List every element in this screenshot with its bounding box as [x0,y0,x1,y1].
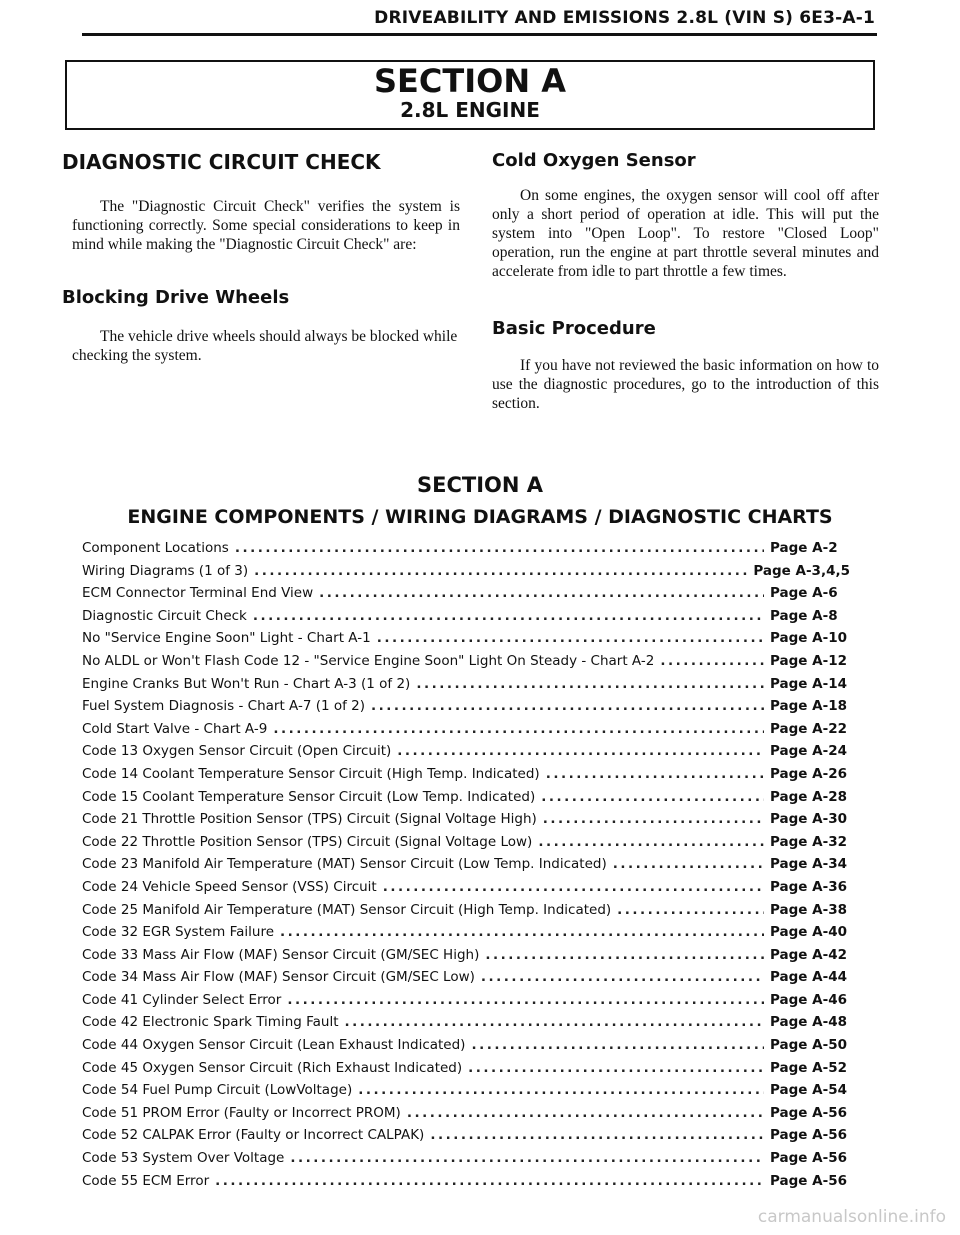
watermark-text: carmanualsonline.info [757,1207,946,1227]
toc-entry-page: Page A-38 [770,901,847,918]
toc-dot-leader [345,1014,764,1030]
toc-row [82,1150,850,1173]
toc-dot-leader [485,947,764,963]
toc-entry-page: Page A-56 [770,1104,847,1121]
toc-row [82,789,850,812]
toc-row [82,1014,850,1037]
toc-entry-page: Page A-44 [770,969,847,986]
diagnostic-circuit-check-heading: DIAGNOSTIC CIRCUIT CHECK [62,150,381,174]
toc-entry-page: Page A-6 [770,585,838,602]
toc-dot-leader [481,969,764,985]
basic-procedure-text: If you have not reviewed the basic information on how to use the diagnostic procedures, go to the introduction of this section. [492,357,879,412]
toc-entry-label: Cold Start Valve - Chart A-9 [82,720,268,737]
toc-entry-page: Page A-10 [770,630,847,647]
toc-entry-page: Page A-56 [770,1172,847,1189]
toc-dot-leader [546,766,764,782]
toc-entry-page: Page A-12 [770,652,847,669]
toc-entry-label: Engine Cranks But Won't Run - Chart A-3 (1 of 2) [82,675,411,692]
toc-dot-leader [273,721,764,737]
toc-dot-leader [383,879,764,895]
toc-dot-leader [235,540,764,556]
toc-dot-leader [468,1060,764,1076]
toc-row [82,811,850,834]
toc-entry-page: Page A-24 [770,743,847,760]
toc-row [82,676,850,699]
toc-entry-page: Page A-46 [770,991,847,1008]
toc-entry-page: Page A-40 [770,924,847,941]
toc-dot-leader [617,902,764,918]
toc-entry-page: Page A-34 [770,856,847,873]
toc-entry-label: Code 21 Throttle Position Sensor (TPS) Circuit (Signal Voltage High) [82,811,537,828]
toc-row [82,1060,850,1083]
toc-dot-leader [253,608,764,624]
toc-row [82,698,850,721]
toc-dot-leader [407,1105,764,1121]
toc-entry-label: Code 41 Cylinder Select Error [82,991,282,1008]
toc-entry-label: Fuel System Diagnosis - Chart A-7 (1 of 2) [82,698,366,715]
toc-dot-leader [377,630,764,646]
toc-row [82,743,850,766]
toc-row [82,540,850,563]
toc-entry-label: Diagnostic Circuit Check [82,607,247,624]
cold-oxygen-sensor-text: On some engines, the oxygen sensor will cool off after only a short period of operation at idle. This will put the system into "Open Loop". To restore "Closed Loop" operation, run the engine at part throttle several minutes and accelerate from idle to part throttle a few times. [492,187,879,280]
toc-entry-label: Code 13 Oxygen Sensor Circuit (Open Circuit) [82,743,392,760]
section-a-title: SECTION A [416,473,543,497]
toc-entry-label: Code 32 EGR System Failure [82,924,275,941]
section-a-subtitle: ENGINE COMPONENTS / WIRING DIAGRAMS / DIAGNOSTIC CHARTS [127,506,833,528]
toc-dot-leader [541,789,764,805]
toc-dot-leader [538,834,764,850]
toc-entry-label: Wiring Diagrams (1 of 3) [82,562,249,579]
toc-entry-page: Page A-14 [770,675,847,692]
toc-row [82,834,850,857]
toc-entry-label: Code 55 ECM Error [82,1172,210,1189]
cold-oxygen-sensor-heading: Cold Oxygen Sensor [492,150,696,171]
toc-entry-label: Code 33 Mass Air Flow (MAF) Sensor Circuit (GM/SEC High) [82,946,480,963]
toc-entry-label: Code 53 System Over Voltage [82,1150,285,1167]
toc-entry-label: Code 54 Fuel Pump Circuit (LowVoltage) [82,1082,353,1099]
header-rule [82,33,877,36]
toc-dot-leader [215,1173,764,1189]
toc-entry-label: Code 22 Throttle Position Sensor (TPS) Circuit (Signal Voltage Low) [82,833,533,850]
section-box-title: SECTION A [373,62,566,100]
toc-row [82,766,850,789]
toc-entry-label: Code 23 Manifold Air Temperature (MAT) Sensor Circuit (Low Temp. Indicated) [82,856,607,873]
diagnostic-intro-text: The "Diagnostic Circuit Check" verifies the system is functioning correctly. Some special considerations to keep in mind while making the "Diagnostic Circuit Check" are: [72,198,460,253]
toc-row [82,1105,850,1128]
toc-dot-leader [254,563,747,579]
toc-dot-leader [613,856,764,872]
toc-row [82,1082,850,1105]
toc-dot-leader [280,924,764,940]
toc-dot-leader [358,1082,764,1098]
toc-entry-page: Page A-54 [770,1082,847,1099]
toc-row [82,630,850,653]
toc-row [82,1173,850,1196]
toc-dot-leader [371,698,764,714]
toc-entry-label: Code 45 Oxygen Sensor Circuit (Rich Exhaust Indicated) [82,1059,463,1076]
toc-entry-page: Page A-56 [770,1127,847,1144]
toc-entry-page: Page A-8 [770,607,838,624]
toc-entry-label: Component Locations [82,540,229,556]
toc-row [82,969,850,992]
toc-row [82,1127,850,1150]
toc-entry-page: Page A-3,4,5 [753,562,850,579]
toc-entry-page: Page A-50 [770,1037,847,1054]
toc-dot-leader [543,811,764,827]
toc-row [82,902,850,925]
toc-dot-leader [397,743,764,759]
toc-entry-page: Page A-18 [770,698,847,715]
toc-entry-page: Page A-26 [770,765,847,782]
toc-dot-leader [660,653,764,669]
toc-row [82,924,850,947]
toc-dot-leader [319,585,764,601]
toc-row [82,721,850,744]
toc-dot-leader [471,1037,764,1053]
toc-row [82,608,850,631]
toc-entry-label: Code 14 Coolant Temperature Sensor Circuit (High Temp. Indicated) [82,765,540,782]
toc-row [82,1037,850,1060]
toc-dot-leader [290,1150,764,1166]
toc-entry-label: Code 42 Electronic Spark Timing Fault [82,1014,339,1031]
page-header-title: DRIVEABILITY AND EMISSIONS 2.8L (VIN S) 6E3-A-1 [374,8,875,28]
toc-entry-page: Page A-56 [770,1150,847,1167]
toc-dot-leader [430,1127,764,1143]
toc-entry-page: Page A-52 [770,1059,847,1076]
toc-row [82,947,850,970]
toc-entry-label: Code 25 Manifold Air Temperature (MAT) Sensor Circuit (High Temp. Indicated) [82,901,612,918]
toc-dot-leader [287,992,764,1008]
toc-entry-label: Code 34 Mass Air Flow (MAF) Sensor Circuit (GM/SEC Low) [82,969,475,986]
toc-entry-label: Code 51 PROM Error (Faulty or Incorrect PROM) [82,1104,401,1121]
toc-entry-label: Code 24 Vehicle Speed Sensor (VSS) Circuit [82,878,377,895]
section-box-subtitle: 2.8L ENGINE [400,98,540,122]
blocking-drive-wheels-text: The vehicle drive wheels should always be blocked while checking the system. [72,328,458,364]
toc-entry-label: Code 44 Oxygen Sensor Circuit (Lean Exhaust Indicated) [82,1037,466,1054]
blocking-drive-wheels-heading: Blocking Drive Wheels [62,287,290,308]
toc-entry-page: Page A-30 [770,811,847,828]
toc-entry-page: Page A-22 [770,720,847,737]
toc-row [82,585,850,608]
toc-row [82,879,850,902]
toc-entry-label: No ALDL or Won't Flash Code 12 - "Service Engine Soon" Light On Steady - Chart A-2 [82,652,655,669]
toc-entry-page: Page A-32 [770,833,847,850]
toc-entry-page: Page A-42 [770,946,847,963]
toc-row [82,856,850,879]
basic-procedure-heading: Basic Procedure [492,318,656,339]
table-of-contents [82,540,850,1195]
toc-entry-page: Page A-2 [770,540,838,556]
toc-entry-page: Page A-36 [770,878,847,895]
toc-row [82,563,850,586]
toc-entry-label: ECM Connector Terminal End View [82,585,314,602]
toc-row [82,992,850,1015]
section-title-box [65,60,875,130]
toc-dot-leader [416,676,764,692]
toc-entry-page: Page A-48 [770,1014,847,1031]
toc-entry-page: Page A-28 [770,788,847,805]
toc-row [82,653,850,676]
toc-entry-label: Code 15 Coolant Temperature Sensor Circuit (Low Temp. Indicated) [82,788,536,805]
toc-entry-label: No "Service Engine Soon" Light - Chart A-1 [82,630,371,647]
toc-entry-label: Code 52 CALPAK Error (Faulty or Incorrect CALPAK) [82,1127,425,1144]
